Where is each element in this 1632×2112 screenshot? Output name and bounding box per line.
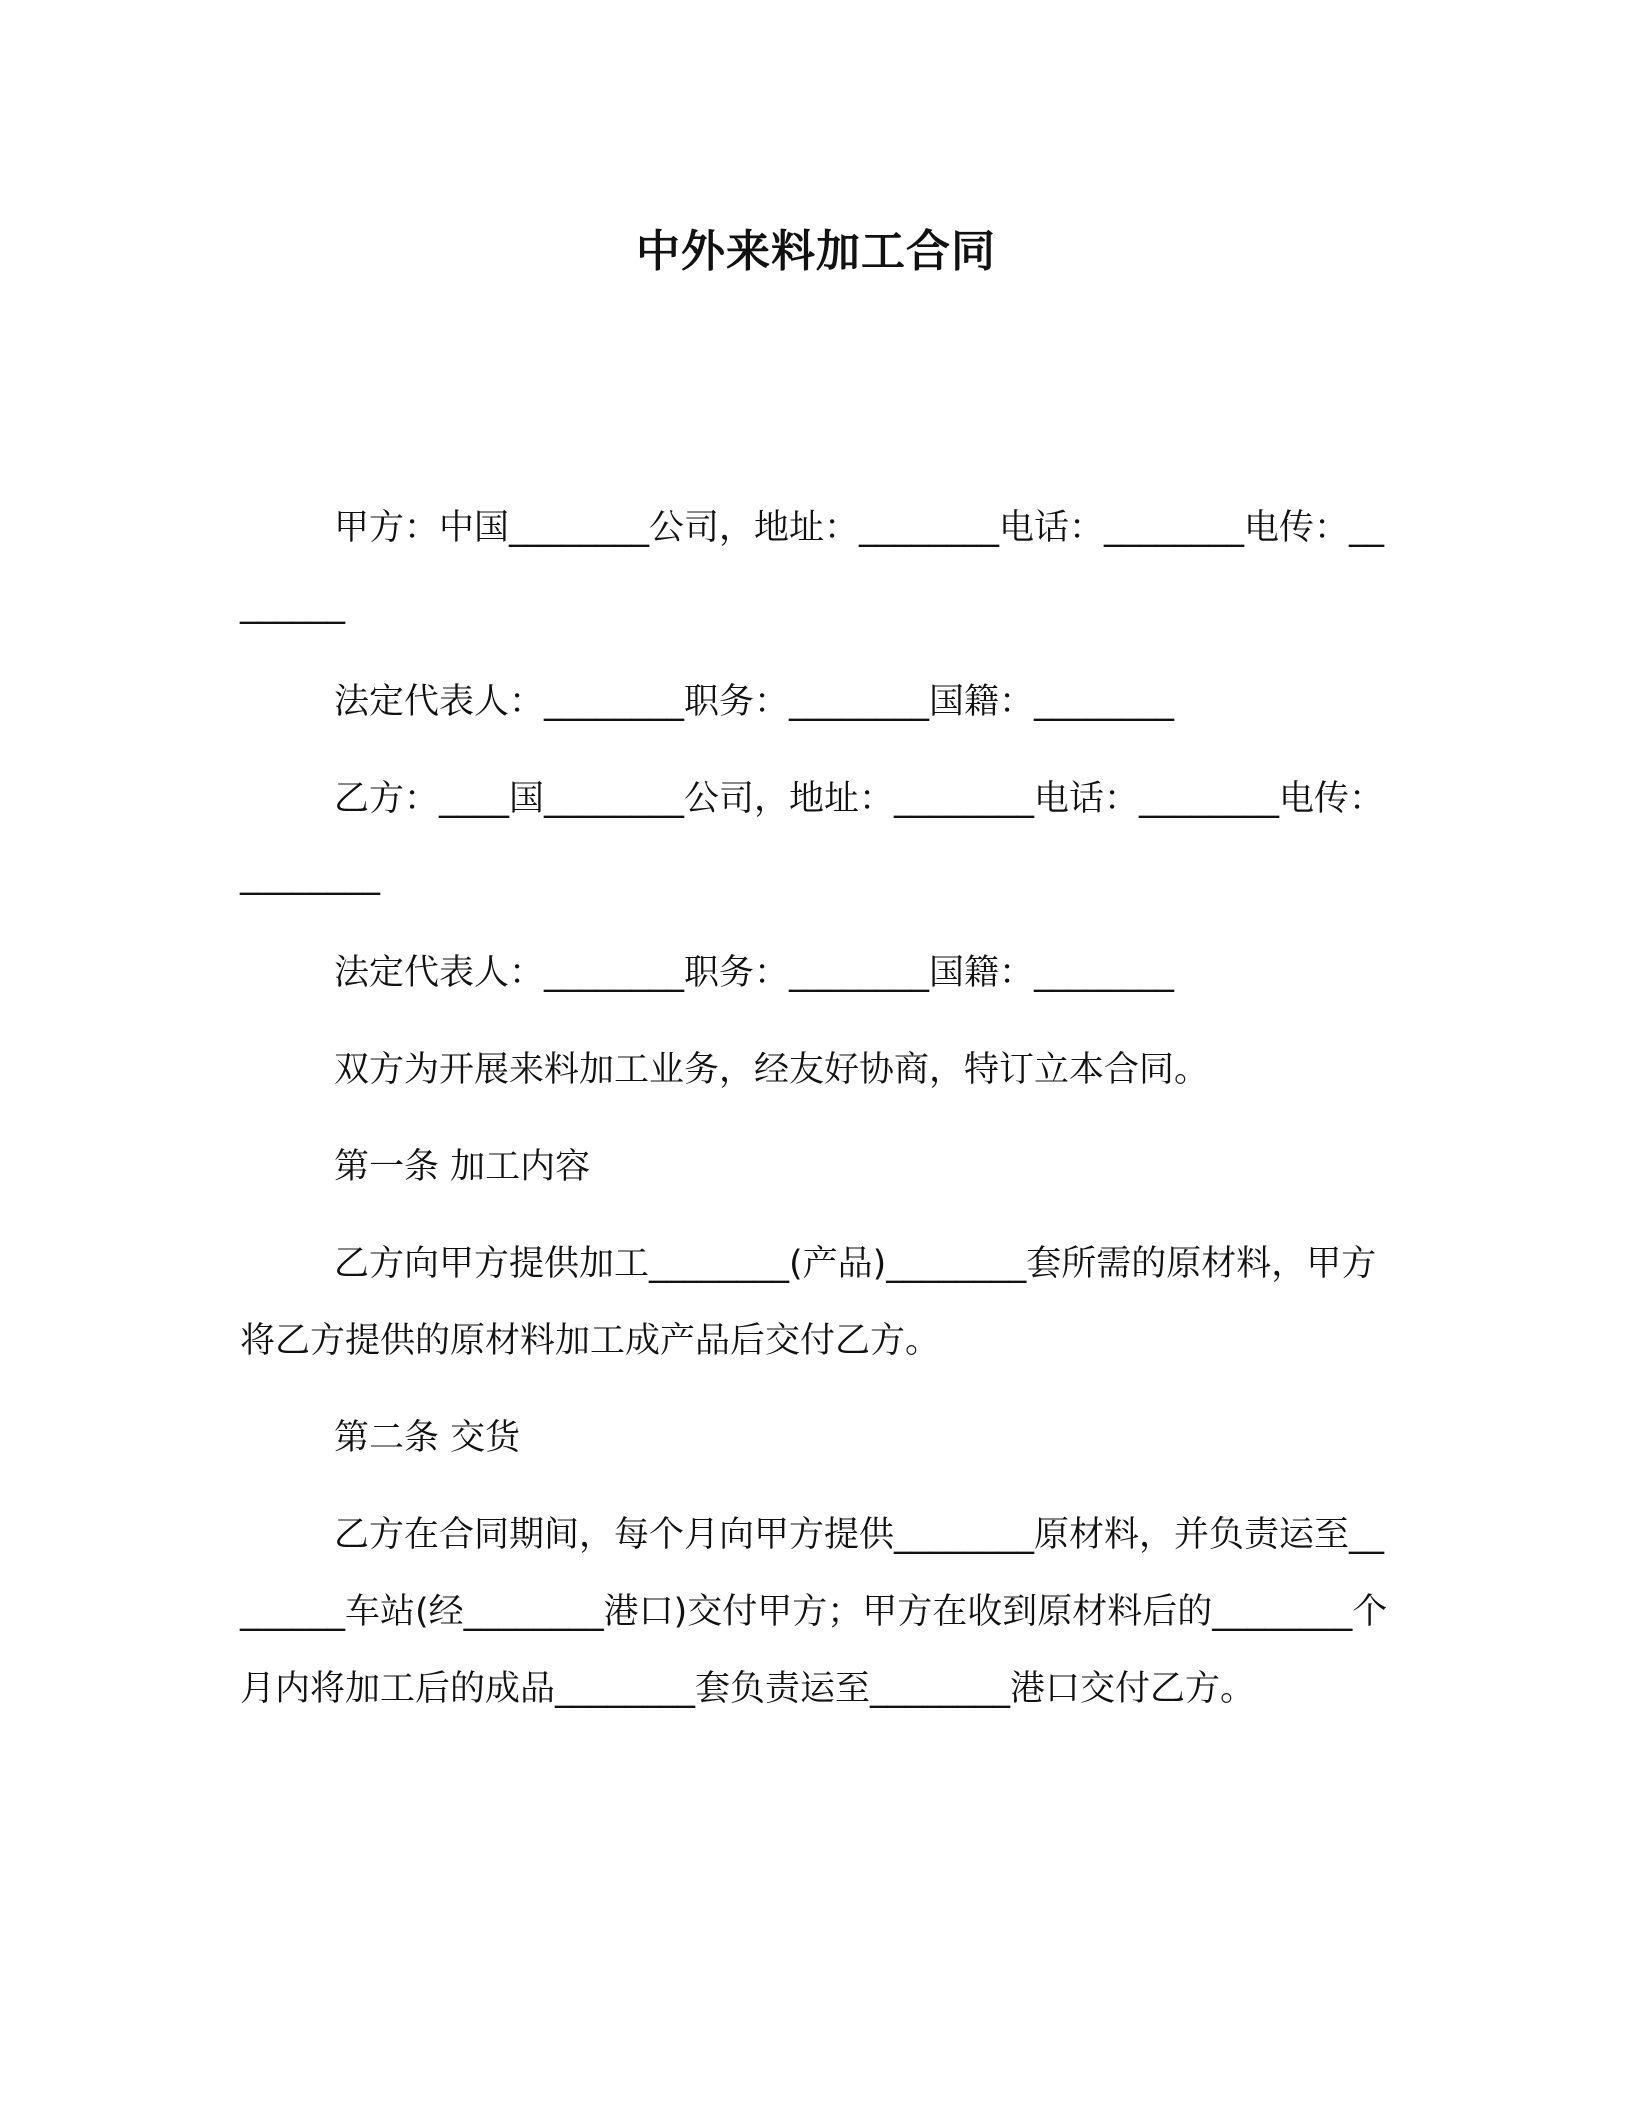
- document-body: [240, 490, 1390, 1748]
- article-2-heading: 第二条 交货: [334, 1418, 521, 1458]
- party-b-representative: 法定代表人：________职务：________国籍：________: [334, 953, 1175, 993]
- article-1-text: 乙方向甲方提供加工________(产品)________套所需的原材料，甲方将乙方提供的原材料加工成产品后交付乙方。: [240, 1244, 1377, 1361]
- article-2-text: 乙方在合同期间，每个月向甲方提供________原材料，并负责运至________车站(经________港口)交付甲方；甲方在收到原材料后的________个月内将加工后的成品________套负责运至________港口交付乙方。: [240, 1515, 1388, 1709]
- party-a-representative: 法定代表人：________职务：________国籍：________: [334, 682, 1175, 722]
- party-b-info: 乙方：____国________公司，地址：________电话：________电传：________: [240, 779, 1385, 896]
- party-a-info: 甲方：中国________公司，地址：________电话：________电传：________: [240, 508, 1385, 625]
- document-title: 中外来料加工合同: [636, 226, 996, 277]
- article-1-heading: 第一条 加工内容: [334, 1147, 591, 1187]
- preamble: 双方为开展来料加工业务，经友好协商，特订立本合同。: [334, 1050, 1210, 1090]
